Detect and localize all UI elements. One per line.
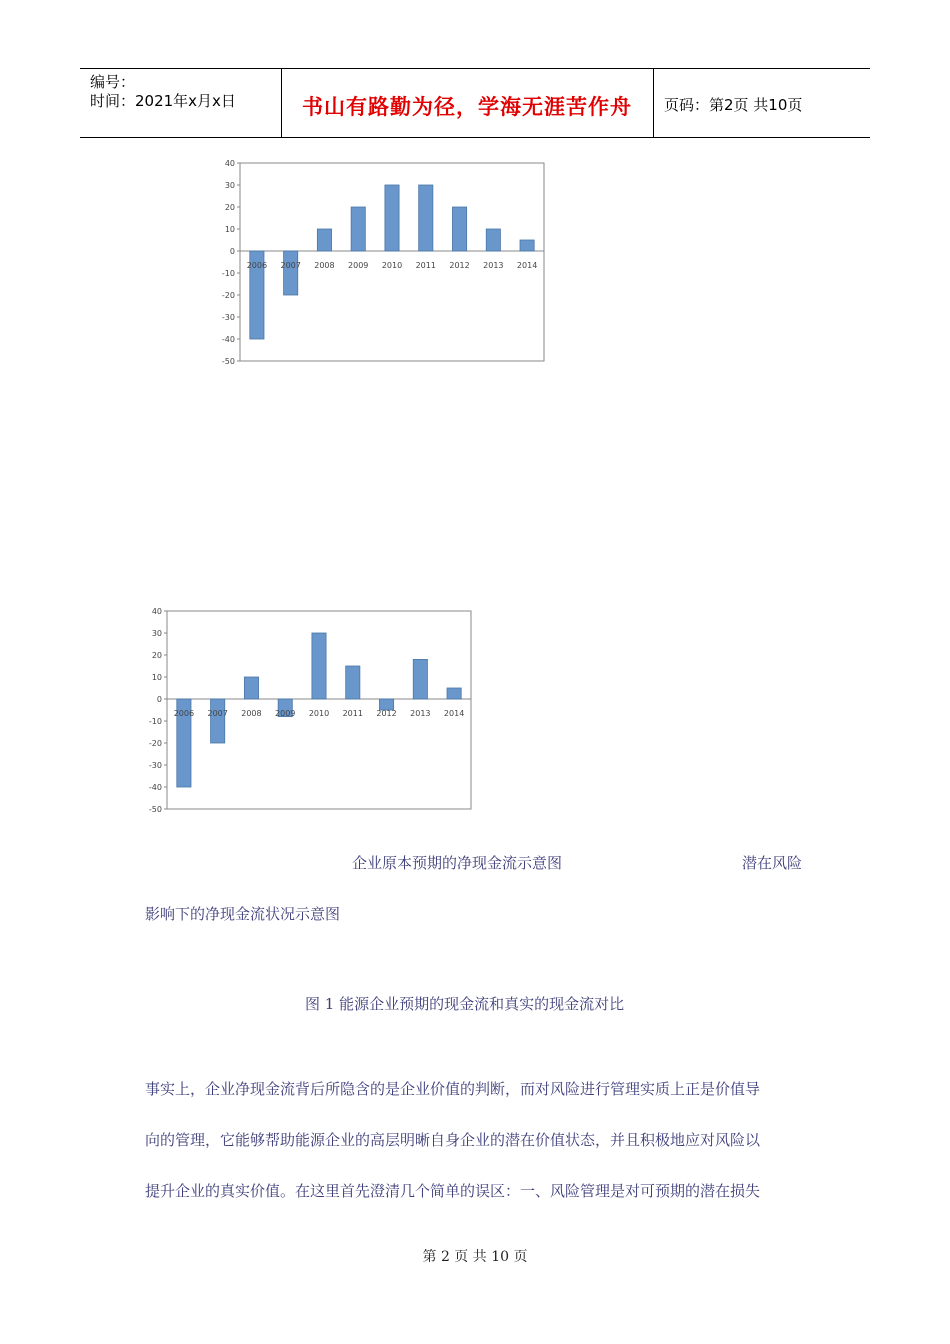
bar-2013 [486, 229, 500, 251]
body-line: 提升企业的真实价值。在这里首先澄清几个简单的误区：一、风险管理是对可预期的潜在损失 [145, 1182, 761, 1200]
bar-2011 [346, 666, 360, 699]
x-tick-label: 2008 [241, 709, 262, 718]
x-tick-label: 2008 [314, 261, 335, 270]
y-tick-label: 30 [151, 629, 162, 638]
bar-2009 [351, 207, 365, 251]
page-header [80, 68, 870, 138]
caption-right-part2: 影响下的净现金流状况示意图 [145, 905, 341, 923]
body-line: 事实上，企业净现金流背后所隐含的是企业价值的判断，而对风险进行管理实质上正是价值导 [145, 1080, 761, 1098]
x-tick-label: 2010 [381, 261, 403, 270]
y-tick-label: 10 [151, 673, 162, 682]
bar-2014 [447, 688, 461, 699]
x-tick-label: 2011 [415, 261, 436, 270]
y-tick-label: 20 [224, 203, 235, 212]
expected-cashflow-chart [206, 156, 551, 366]
y-tick-label: 0 [229, 247, 235, 256]
bar-2010 [312, 633, 326, 699]
caption-right-part1: 潜在风险 [742, 854, 803, 872]
bar-2010 [385, 185, 399, 251]
time-label: 时间：2021年x月x日 [90, 92, 236, 110]
page-footer: 第 2 页 共 10 页 [422, 1249, 528, 1265]
bar-2012 [452, 207, 466, 251]
bar-2008 [244, 677, 258, 699]
y-tick-label: -30 [221, 313, 235, 322]
y-tick-label: 10 [224, 225, 235, 234]
y-tick-label: -30 [148, 761, 162, 770]
caption-left: 企业原本预期的净现金流示意图 [352, 854, 563, 872]
y-tick-label: -40 [148, 783, 162, 792]
motto: 书山有路勤为径，学海无涯苦作舟 [302, 95, 632, 119]
x-tick-label: 2006 [246, 261, 268, 270]
x-tick-label: 2007 [207, 709, 228, 718]
y-tick-label: 20 [151, 651, 162, 660]
header-page-cell [654, 69, 870, 137]
body-line: 向的管理，它能够帮助能源企业的高层明晰自身企业的潜在价值状态，并且积极地应对风险以 [145, 1131, 761, 1149]
y-tick-label: 40 [224, 159, 235, 168]
y-tick-label: 0 [156, 695, 162, 704]
y-tick-label: 40 [151, 607, 162, 616]
x-tick-label: 2014 [443, 709, 465, 718]
x-tick-label: 2010 [308, 709, 330, 718]
y-tick-label: -10 [148, 717, 162, 726]
bar-2007 [284, 251, 298, 295]
x-tick-label: 2011 [342, 709, 363, 718]
y-tick-label: -40 [221, 335, 235, 344]
x-tick-label: 2006 [173, 709, 195, 718]
number-label: 编号： [90, 73, 136, 91]
y-tick-label: -50 [221, 357, 235, 366]
x-tick-label: 2009 [348, 261, 369, 270]
y-tick-label: -50 [148, 805, 162, 814]
x-tick-label: 2012 [449, 261, 470, 270]
header-motto-cell [281, 69, 654, 137]
bar-2014 [520, 240, 534, 251]
figure-caption: 图 1 能源企业预期的现金流和真实的现金流对比 [305, 995, 625, 1013]
x-tick-label: 2012 [376, 709, 397, 718]
header-info-cell [80, 69, 282, 137]
y-tick-label: -20 [221, 291, 235, 300]
page-code: 页码：第2页 共10页 [664, 96, 803, 114]
bar-2007 [211, 699, 225, 743]
x-tick-label: 2013 [483, 261, 504, 270]
y-tick-label: -20 [148, 739, 162, 748]
y-tick-label: 30 [224, 181, 235, 190]
bar-2013 [413, 659, 427, 699]
x-tick-label: 2007 [280, 261, 301, 270]
x-tick-label: 2009 [275, 709, 296, 718]
bar-2008 [317, 229, 331, 251]
bar-2011 [419, 185, 433, 251]
risk-cashflow-chart [133, 604, 478, 814]
y-tick-label: -10 [221, 269, 235, 278]
x-tick-label: 2013 [410, 709, 431, 718]
x-tick-label: 2014 [516, 261, 538, 270]
